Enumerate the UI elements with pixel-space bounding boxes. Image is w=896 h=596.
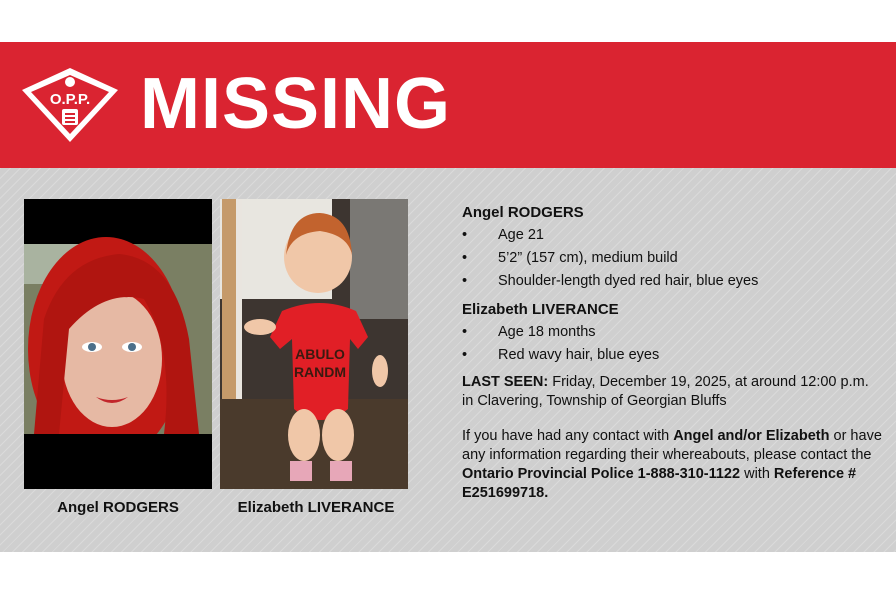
portrait-woman-icon	[24, 199, 212, 489]
angel-details-list	[462, 224, 882, 293]
bullet-icon: •	[462, 227, 468, 243]
details-section	[462, 202, 882, 503]
bullet-icon: •	[462, 273, 468, 289]
list-item: • Age 21	[462, 224, 882, 247]
logo-text: O.P.P.	[49, 91, 91, 108]
shirt-text-2: RANDM	[293, 364, 347, 380]
elizabeth-details-list	[462, 321, 882, 367]
page-title: MISSING	[140, 64, 452, 144]
list-item: • 5’2” (157 cm), medium build	[462, 247, 882, 270]
caption-angel-rodgers: Angel RODGERS	[57, 499, 179, 516]
photo-elizabeth-liverance	[220, 199, 408, 489]
list-item: • Shoulder-length dyed red hair, blue eyes	[462, 270, 882, 293]
bullet-icon: •	[462, 347, 468, 363]
list-item: • Red wavy hair, blue eyes	[462, 344, 882, 367]
person-name-angel: Angel RODGERS	[462, 204, 584, 221]
portrait-toddler-icon	[220, 199, 408, 489]
last-seen-paragraph	[462, 373, 882, 411]
bullet-icon: •	[462, 250, 468, 266]
bullet-icon: •	[462, 324, 468, 340]
info-panel	[0, 168, 896, 552]
caption-elizabeth-liverance: Elizabeth LIVERANCE	[237, 499, 395, 516]
reference-number: Reference # E251699718.	[462, 466, 857, 501]
opp-logo	[18, 64, 122, 146]
contact-names: Angel and/or Elizabeth	[673, 428, 830, 444]
contact-police-phone: Ontario Provincial Police 1-888-310-1122	[462, 466, 741, 482]
photo-angel-rodgers	[24, 199, 212, 489]
last-seen-text: Friday, December 19, 2025, at around 12:00 p.m. in Clavering, Township of Georgian Bluffs	[462, 374, 869, 409]
person-name-elizabeth: Elizabeth LIVERANCE	[462, 301, 619, 318]
header-banner	[0, 42, 896, 168]
contact-paragraph: If you have had any contact with Angel and/or Elizabeth or have any information regarding their whereabouts, please contact the Ontario Provincial Police 1-888-310-1122 with Reference # E251699718.	[462, 428, 882, 501]
shirt-text-1: ABULO	[295, 346, 345, 362]
list-item: • Age 18 months	[462, 321, 882, 344]
last-seen-label: LAST SEEN:	[462, 374, 549, 390]
